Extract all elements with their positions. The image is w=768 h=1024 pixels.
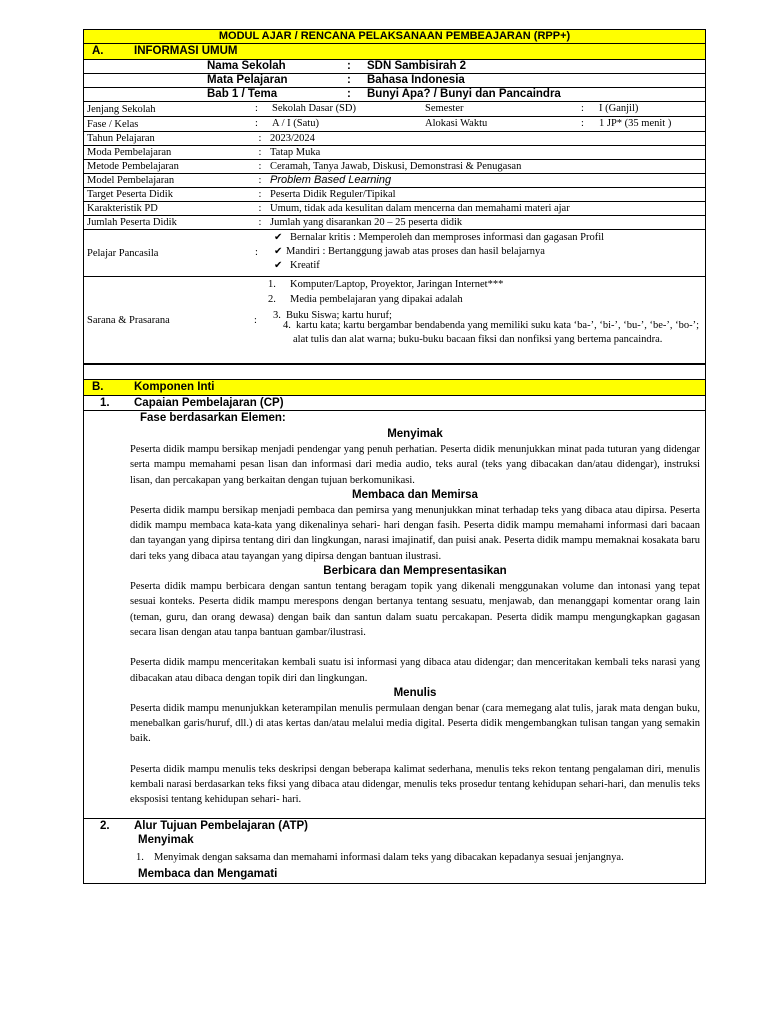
school-name-label: Nama Sekolah [207,60,286,72]
atp-item-text: Menyimak dengan saksama dan memahami informasi dalam teks yang dibacakan kepadanya sesuai jenjangnya. [154,851,624,863]
cp-header [83,395,706,410]
section-b-letter: B. [92,381,104,393]
atp-subtitle-menyimak: Menyimak [138,833,194,846]
subject-row [83,73,706,87]
element-paragraph: Peserta didik mampu menceritakan kembali suatu isi informasi yang dibaca atau didengar; dan menceritakan kembali teks narasi yang dibacakan atau dibaca dengan topik diri dan lingkungan. [130,657,700,684]
colon: : [255,246,258,258]
jumlah-value: Jumlah yang disarankan 20 – 25 peserta didik [270,217,463,228]
tahun-label: Tahun Pelajaran [84,132,251,146]
chapter-row [83,87,706,101]
alokasi-value: 1 JP* (35 menit ) [599,118,672,129]
subject-label: Mata Pelajaran [207,74,288,86]
row-karakteristik [84,202,706,216]
colon: : [254,315,257,326]
sarana-item: 3. Buku Siswa; kartu huruf; [273,310,392,321]
atp-title: Alur Tujuan Pembelajaran (ATP) [134,819,309,832]
moda-value: Tatap Muka [270,147,321,158]
atp-header [83,818,706,833]
colon: : [581,118,584,129]
subject-value: Bahasa Indonesia [367,74,465,86]
atp-subtitle-membaca: Membaca dan Mengamati [138,867,278,880]
atp-item-number: 1. [136,851,144,863]
element-paragraph: Peserta didik mampu berbicara dengan santun tentang beragam topik yang dikenali menggunakan volume dan intonasi yang tepat sesuai konteks. Peserta didik mampu merespons dengan bertanya tentang sesuatu, menjawab, dan menanggapi komentar orang lain (teman, guru, dan orang dewasa) dengan baik dan santun dalam suatu percakapan. Peserta didik mampu mengungkapkan gagasan secara lisan dengan atau tanpa bantuan gambar/ilustrasi. [130,581,700,638]
semester-value: I (Ganjil) [599,103,639,114]
karakteristik-value: Umum, tidak ada kesulitan dalam mencerna dan memahami materi ajar [270,203,570,214]
sarana-item: 1. Komputer/Laptop, Proyektor, Jaringan Internet*** [268,279,504,290]
colon: : [258,161,262,172]
cp-title: Capaian Pembelajaran (CP) [134,397,284,409]
fase-label: Fase / Kelas [84,117,251,132]
colon: : [347,60,351,72]
cp-subtitle: Fase berdasarkan Elemen: [140,412,286,424]
document [83,29,706,884]
row-jumlah [84,216,706,230]
colon: : [258,133,262,144]
section-a-header [83,43,706,59]
jenjang-value: Sekolah Dasar (SD) [272,103,356,114]
pancasila-item: ✔ Bernalar kritis : Memperoleh dan memproses informasi dan gagasan Profil [274,231,605,243]
fase-value: A / I (Satu) [272,118,319,129]
sarana-item: 4. kartu kata; kartu bergambar bendabenda yang memiliki suku kata ‘ba-’, ‘bi-’, ‘bu-’, ‘be-’, ‘bo-’; alat tulis dan alat warna; buku-buku bacaan fiksi dan nonfiksi yang bertema pancaindra. [283,320,700,345]
cp-number: 1. [100,397,110,409]
chapter-label: Bab 1 / Tema [207,88,278,100]
row-tahun [84,132,706,146]
row-target [84,188,706,202]
section-b-label: Komponen Inti [134,381,215,393]
sarana-label: Sarana & Prasarana [84,277,251,364]
target-value: Peserta Didik Reguler/Tipikal [270,189,396,200]
sarana-item: 2. Media pembelajaran yang dipakai adalah [268,294,463,305]
karakteristik-label: Karakteristik PD [84,202,251,216]
jumlah-label: Jumlah Peserta Didik [84,216,251,230]
colon: : [258,189,262,200]
atp-number: 2. [100,819,110,832]
metode-value: Ceramah, Tanya Jawab, Diskusi, Demonstrasi & Penugasan [270,161,522,172]
row-fase [84,117,706,132]
checkmark-icon: ✔ [274,259,283,271]
colon: : [255,103,258,114]
element-paragraph: Peserta didik mampu menulis teks deskripsi dengan beberapa kalimat sederhana, menulis teks rekon tentang pengalaman diri, menulis kembali narasi berdasarkan teks fiksi yang dibaca atau didengar, menulis teks prosedur tentang kehidupan sehari-hari, dan menulis teks eksposisi tentang kehidupan sehari- hari. [130,763,700,806]
semester-label: Semester [425,103,464,114]
element-paragraph: Peserta didik mampu bersikap menjadi pendengar yang penuh perhatian. Peserta didik menunjukkan minat pada tuturan yang didengar serta mampu memahami pesan lisan dan informasi dari media audio, teks aural (teks yang dibacakan dan/atau didengar), instruksi lisan, dan percakapan yang berkaitan dengan tujuan berkomunikasi. [130,444,700,486]
colon: : [258,217,262,228]
element-heading-menyimak: Menyimak [387,428,443,440]
colon: : [258,175,262,186]
tahun-value: 2023/2024 [270,133,315,144]
colon: : [347,88,351,100]
colon: : [347,74,351,86]
pancasila-label: Pelajar Pancasila [84,230,251,277]
target-label: Target Peserta Didik [84,188,251,202]
colon: : [258,147,262,158]
row-model [84,174,706,188]
colon: : [258,203,262,214]
row-jenjang [84,102,706,117]
general-info-table [83,101,706,364]
cp-content [83,410,706,818]
moda-label: Moda Pembelajaran [84,146,251,160]
checkmark-icon: ✔ [274,231,283,243]
element-paragraph: Peserta didik mampu bersikap menjadi pembaca dan pemirsa yang menunjukkan minat terhadap teks yang dibaca atau dipirsa. Peserta didik mampu membaca kata-kata yang dikenalinya sehari- hari dengan fasih. Peserta didik mampu memahami informasi dari bacaan dan tayangan yang dipirsa tentang diri dan lingkungan, narasi imajinatif, dan puisi anak. Peserta didik mampu memaknai kosakata baru dari teks yang dibaca atau tayangan yang dipirsa dengan bantuan ilustrasi. [130,504,700,562]
element-heading-membaca: Membaca dan Memirsa [352,488,478,501]
checkmark-icon: ✔ [274,245,283,257]
jenjang-label: Jenjang Sekolah [84,102,251,117]
row-moda [84,146,706,160]
spacer-row [83,364,706,379]
row-sarana [84,277,706,364]
metode-label: Metode Pembelajaran [84,160,251,174]
chapter-value: Bunyi Apa? / Bunyi dan Pancaindra [367,88,561,100]
pancasila-item: ✔ Kreatif [274,259,320,271]
model-label: Model Pembelajaran [84,174,251,188]
alokasi-label: Alokasi Waktu [425,118,488,129]
school-name-value: SDN Sambisirah 2 [367,60,467,72]
section-a-letter: A. [92,45,104,57]
element-paragraph: Peserta didik mampu menunjukkan keterampilan menulis permulaan dengan benar (cara memegang alat tulis, jarak mata dengan buku, menebalkan garis/huruf, dll.) di atas kertas dan/atau melalui media digital. Peserta didik mengembangkan tulisan tangan yang semakin baik. [130,702,700,745]
row-pancasila [84,230,706,277]
school-name-row [83,59,706,73]
colon: : [255,118,258,129]
colon: : [581,103,584,114]
section-a-label: INFORMASI UMUM [134,45,238,57]
section-b-header [83,379,706,395]
atp-content [83,833,706,884]
pancasila-item: ✔ Mandiri : Bertanggung jawab atas proses dan hasil belajarnya [274,245,545,257]
atp-item [130,850,700,865]
element-heading-berbicara: Berbicara dan Mempresentasikan [323,565,507,578]
model-value: Problem Based Learning [270,174,392,186]
document-title: MODUL AJAR / RENCANA PELAKSANAAN PEMBEAJARAN (RPP+) [83,29,706,43]
element-heading-menulis: Menulis [393,686,437,699]
row-metode [84,160,706,174]
